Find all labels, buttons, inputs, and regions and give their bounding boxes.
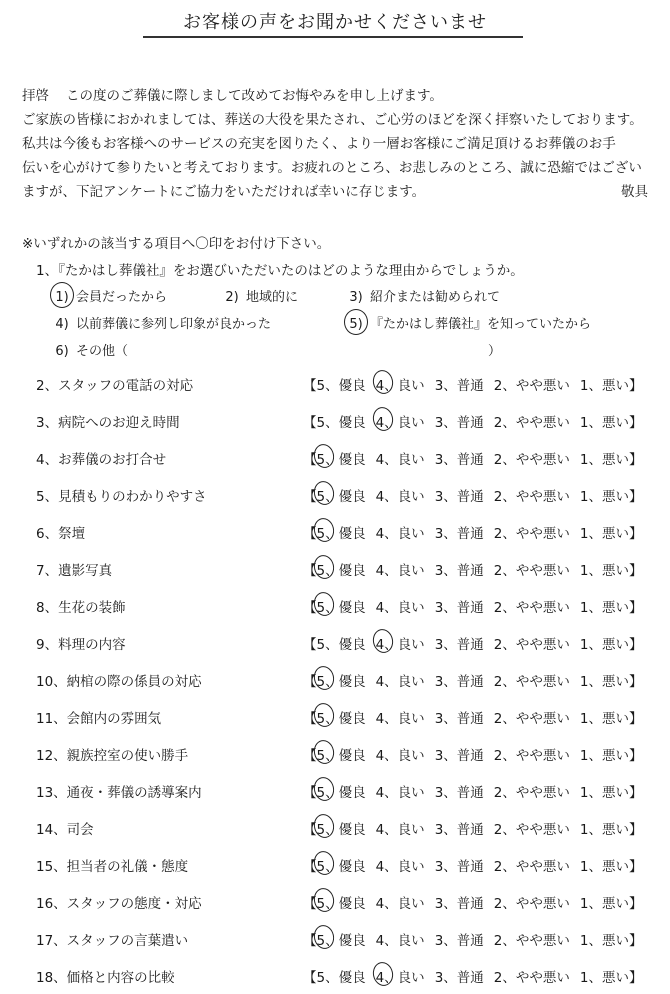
rating-scale bbox=[303, 966, 642, 986]
rating-option-2[interactable]: 2、やや悪い bbox=[493, 748, 570, 764]
question-row bbox=[0, 485, 670, 509]
rating-option-4[interactable]: 4、良い bbox=[375, 600, 425, 616]
rating-option-3[interactable]: 3、普通 bbox=[434, 415, 484, 431]
bracket-close: 】 bbox=[628, 711, 643, 727]
rating-option-1[interactable]: 1、悪い bbox=[579, 933, 629, 949]
bracket-open: 【 bbox=[303, 452, 317, 468]
rating-option-4[interactable]: 4、良い bbox=[375, 489, 425, 505]
title-underline bbox=[143, 36, 523, 38]
option-text: その他（ bbox=[76, 344, 129, 359]
question-row bbox=[0, 855, 670, 879]
bracket-close: 】 bbox=[628, 785, 643, 801]
bracket-close: 】 bbox=[628, 896, 643, 912]
rating-scale bbox=[303, 374, 642, 394]
bracket-open: 【 bbox=[303, 637, 317, 653]
instruction-note: ※いずれかの該当する項目へ〇印をお付け下さい。 bbox=[22, 236, 331, 252]
rating-option-2[interactable]: 2、やや悪い bbox=[493, 674, 570, 690]
bracket-close: 】 bbox=[628, 748, 643, 764]
rating-scale bbox=[303, 818, 642, 838]
rating-option-2[interactable]: 2、やや悪い bbox=[493, 822, 570, 838]
question-label: 18、価格と内容の比較 bbox=[36, 970, 175, 986]
bracket-open: 【 bbox=[303, 970, 317, 986]
rating-option-3[interactable]: 3、普通 bbox=[434, 637, 484, 653]
rating-option-3[interactable]: 3、普通 bbox=[434, 896, 484, 912]
rating-option-4[interactable]: 4、良い bbox=[375, 452, 425, 468]
rating-option-2[interactable]: 2、やや悪い bbox=[493, 378, 570, 394]
rating-option-3[interactable]: 3、普通 bbox=[434, 563, 484, 579]
rating-option-5[interactable]: 5、優良 bbox=[317, 559, 366, 579]
rating-option-4[interactable]: 4、良い bbox=[376, 633, 425, 653]
rating-option-4[interactable]: 4、良い bbox=[375, 711, 425, 727]
option-number: 6) bbox=[55, 344, 69, 359]
rating-option-2[interactable]: 2、やや悪い bbox=[493, 452, 570, 468]
rating-option-4[interactable]: 4、良い bbox=[375, 859, 425, 875]
rating-option-4[interactable]: 4、良い bbox=[375, 748, 425, 764]
rating-option-3[interactable]: 3、普通 bbox=[434, 489, 484, 505]
rating-option-3[interactable]: 3、普通 bbox=[434, 526, 484, 542]
question-label: 6、祭壇 bbox=[36, 526, 86, 542]
bracket-open: 【 bbox=[303, 748, 317, 764]
question-label: 8、生花の装飾 bbox=[36, 600, 126, 616]
rating-option-1[interactable]: 1、悪い bbox=[579, 378, 629, 394]
question-row bbox=[0, 707, 670, 731]
question-row bbox=[0, 966, 670, 990]
bracket-open: 【 bbox=[303, 785, 317, 801]
bracket-close: 】 bbox=[628, 970, 643, 986]
rating-option-5[interactable]: 5、優良 bbox=[317, 522, 366, 542]
bracket-open: 【 bbox=[303, 489, 317, 505]
rating-option-3[interactable]: 3、普通 bbox=[434, 452, 484, 468]
rating-option-2[interactable]: 2、やや悪い bbox=[493, 933, 570, 949]
question-row bbox=[0, 559, 670, 583]
rating-option-1[interactable]: 1、悪い bbox=[579, 563, 629, 579]
option-number: 4) bbox=[55, 317, 69, 332]
rating-scale bbox=[303, 670, 642, 690]
intro-letter bbox=[22, 84, 662, 204]
bracket-open: 【 bbox=[303, 415, 317, 431]
rating-option-5[interactable]: 5、優良 bbox=[317, 707, 366, 727]
intro-line bbox=[22, 84, 662, 108]
rating-option-1[interactable]: 1、悪い bbox=[579, 970, 629, 986]
rating-scale bbox=[303, 596, 642, 616]
rating-option-4[interactable]: 4、良い bbox=[376, 374, 425, 394]
rating-option-2[interactable]: 2、やや悪い bbox=[493, 896, 570, 912]
bracket-close: 】 bbox=[628, 600, 643, 616]
question-row bbox=[0, 892, 670, 916]
rating-option-5[interactable]: 5、優良 bbox=[317, 744, 366, 764]
rating-option-2[interactable]: 2、やや悪い bbox=[493, 489, 570, 505]
rating-scale bbox=[303, 744, 642, 764]
page-title: お客様の声をお聞かせくださいませ bbox=[183, 12, 487, 33]
question-label: 13、通夜・葬儀の誘導案内 bbox=[36, 785, 202, 801]
rating-option-1[interactable]: 1、悪い bbox=[579, 526, 629, 542]
intro-text: この度のご葬儀に際しまして改めてお悔やみを申し上げます。 bbox=[66, 88, 443, 104]
rating-option-5[interactable]: 5、優良 bbox=[317, 781, 366, 801]
rating-option-1[interactable]: 1、悪い bbox=[579, 489, 629, 505]
question-label: 5、見積もりのわかりやすさ bbox=[36, 489, 207, 505]
rating-scale bbox=[303, 892, 642, 912]
rating-scale bbox=[303, 448, 642, 468]
bracket-close: 】 bbox=[628, 933, 643, 949]
bracket-open: 【 bbox=[303, 896, 317, 912]
intro-text: ご家族の皆様におかれましては、葬送の大役を果たされ、ご心労のほどを深く拝察いたしております。 bbox=[22, 112, 643, 128]
rating-option-4[interactable]: 4、良い bbox=[375, 526, 425, 542]
option-other-close: ） bbox=[488, 344, 502, 359]
bracket-open: 【 bbox=[303, 526, 317, 542]
option-text: 地域的に bbox=[246, 290, 299, 305]
question-row bbox=[0, 374, 670, 398]
rating-scale bbox=[303, 855, 642, 875]
question-row bbox=[0, 596, 670, 620]
rating-option-4[interactable]: 4、良い bbox=[376, 966, 425, 986]
bracket-close: 】 bbox=[628, 452, 643, 468]
rating-option-2[interactable]: 2、やや悪い bbox=[493, 859, 570, 875]
rating-option-2[interactable]: 2、やや悪い bbox=[493, 600, 570, 616]
bracket-close: 】 bbox=[628, 637, 643, 653]
q1-option-6[interactable] bbox=[48, 340, 508, 359]
rating-option-3[interactable]: 3、普通 bbox=[434, 748, 484, 764]
bracket-open: 【 bbox=[303, 933, 317, 949]
question-row bbox=[0, 411, 670, 435]
option-text: 以前葬儀に参列し印象が良かった bbox=[76, 317, 272, 332]
question-label: 17、スタッフの言葉遣い bbox=[36, 933, 189, 949]
rating-scale bbox=[303, 485, 642, 505]
rating-scale bbox=[303, 522, 642, 542]
rating-option-5[interactable]: 5、優良 bbox=[316, 637, 366, 653]
rating-option-1[interactable]: 1、悪い bbox=[579, 859, 629, 875]
option-number: 2) bbox=[225, 290, 239, 305]
intro-line bbox=[22, 132, 662, 156]
rating-option-2[interactable]: 2、やや悪い bbox=[493, 970, 570, 986]
bracket-open: 【 bbox=[303, 674, 317, 690]
question-label: 9、料理の内容 bbox=[36, 637, 126, 653]
rating-option-3[interactable]: 3、普通 bbox=[434, 933, 484, 949]
bracket-open: 【 bbox=[303, 600, 317, 616]
question-label: 7、遺影写真 bbox=[36, 563, 113, 579]
rating-option-4[interactable]: 4、良い bbox=[375, 822, 425, 838]
rating-option-3[interactable]: 3、普通 bbox=[434, 785, 484, 801]
q1-option-4[interactable] bbox=[48, 313, 271, 332]
question-row bbox=[0, 818, 670, 842]
intro-text: 私共は今後もお客様へのサービスの充実を図りたく、より一層お客様にご満足頂けるお葬儀のお手 bbox=[22, 136, 616, 152]
question-label: 3、病院へのお迎え時間 bbox=[36, 415, 180, 431]
rating-option-5[interactable]: 5、優良 bbox=[317, 818, 366, 838]
bracket-close: 】 bbox=[628, 489, 643, 505]
rating-option-5[interactable]: 5、優良 bbox=[317, 485, 366, 505]
question-row bbox=[0, 670, 670, 694]
question-label: 15、担当者の礼儀・態度 bbox=[36, 859, 189, 875]
rating-option-1[interactable]: 1、悪い bbox=[579, 600, 629, 616]
rating-option-1[interactable]: 1、悪い bbox=[579, 415, 629, 431]
rating-option-3[interactable]: 3、普通 bbox=[434, 859, 484, 875]
question-row bbox=[0, 522, 670, 546]
bracket-close: 】 bbox=[628, 378, 643, 394]
rating-option-3[interactable]: 3、普通 bbox=[434, 378, 484, 394]
option-text: 会員だったから bbox=[76, 290, 168, 305]
rating-option-4[interactable]: 4、良い bbox=[375, 674, 425, 690]
question-label: 4、お葬儀のお打合せ bbox=[36, 452, 167, 468]
intro-line bbox=[22, 108, 662, 132]
question-1-label: 1、『たかはし葬儀社』をお選びいただいたのはどのような理由からでしょうか。 bbox=[36, 263, 524, 279]
bracket-open: 【 bbox=[303, 822, 317, 838]
closing: 敬具 bbox=[621, 184, 648, 200]
q1-option-1[interactable] bbox=[48, 286, 167, 305]
rating-option-4[interactable]: 4、良い bbox=[376, 411, 425, 431]
bracket-open: 【 bbox=[303, 563, 317, 579]
rating-option-5[interactable]: 5、優良 bbox=[317, 929, 366, 949]
rating-option-3[interactable]: 3、普通 bbox=[434, 711, 484, 727]
option-text: 『たかはし葬儀社』を知っていたから bbox=[370, 317, 592, 332]
rating-option-4[interactable]: 4、良い bbox=[375, 785, 425, 801]
question-label: 11、会館内の雰囲気 bbox=[36, 711, 162, 727]
rating-option-4[interactable]: 4、良い bbox=[375, 896, 425, 912]
rating-option-1[interactable]: 1、悪い bbox=[579, 674, 629, 690]
rating-option-2[interactable]: 2、やや悪い bbox=[493, 563, 570, 579]
question-row bbox=[0, 744, 670, 768]
question-row bbox=[0, 929, 670, 953]
rating-option-5[interactable]: 5、優良 bbox=[316, 970, 366, 986]
rating-option-1[interactable]: 1、悪い bbox=[579, 711, 629, 727]
rating-scale bbox=[303, 707, 642, 727]
bracket-open: 【 bbox=[303, 378, 317, 394]
question-row bbox=[0, 781, 670, 805]
rating-option-1[interactable]: 1、悪い bbox=[579, 785, 629, 801]
option-number: 3) bbox=[349, 290, 363, 305]
rating-option-5[interactable]: 5、優良 bbox=[316, 378, 366, 394]
question-row bbox=[0, 633, 670, 657]
rating-option-3[interactable]: 3、普通 bbox=[434, 600, 484, 616]
q1-option-5[interactable] bbox=[342, 313, 591, 332]
rating-option-2[interactable]: 2、やや悪い bbox=[493, 637, 570, 653]
rating-option-5[interactable]: 5、優良 bbox=[317, 596, 366, 616]
option-number: 5) bbox=[349, 317, 363, 332]
rating-option-3[interactable]: 3、普通 bbox=[434, 970, 484, 986]
bracket-open: 【 bbox=[303, 859, 317, 875]
rating-option-5[interactable]: 5、優良 bbox=[317, 448, 366, 468]
greeting: 拝啓 bbox=[22, 88, 49, 104]
intro-text: ますが、下記アンケートにご協力をいただければ幸いに存じます。 bbox=[22, 184, 426, 200]
q1-option-2[interactable] bbox=[218, 286, 298, 305]
question-label: 2、スタッフの電話の対応 bbox=[36, 378, 194, 394]
question-label: 14、司会 bbox=[36, 822, 94, 838]
bracket-open: 【 bbox=[303, 711, 317, 727]
rating-option-4[interactable]: 4、良い bbox=[375, 563, 425, 579]
rating-scale bbox=[303, 633, 642, 653]
rating-option-1[interactable]: 1、悪い bbox=[579, 822, 629, 838]
rating-option-5[interactable]: 5、優良 bbox=[317, 670, 366, 690]
rating-option-1[interactable]: 1、悪い bbox=[579, 748, 629, 764]
option-number: 1) bbox=[55, 290, 69, 305]
rating-option-1[interactable]: 1、悪い bbox=[579, 896, 629, 912]
question-label: 10、納棺の際の係員の対応 bbox=[36, 674, 202, 690]
rating-scale bbox=[303, 559, 642, 579]
bracket-close: 】 bbox=[628, 526, 643, 542]
bracket-close: 】 bbox=[628, 859, 643, 875]
question-row bbox=[0, 448, 670, 472]
rating-option-4[interactable]: 4、良い bbox=[375, 933, 425, 949]
rating-option-2[interactable]: 2、やや悪い bbox=[493, 526, 570, 542]
intro-line bbox=[22, 156, 662, 180]
question-label: 16、スタッフの態度・対応 bbox=[36, 896, 202, 912]
intro-text: 伝いを心がけて参りたいと考えております。お疲れのところ、お悲しみのところ、誠に恐縮ではござい bbox=[22, 160, 642, 176]
bracket-close: 】 bbox=[628, 822, 643, 838]
rating-option-5[interactable]: 5、優良 bbox=[317, 855, 366, 875]
rating-option-5[interactable]: 5、優良 bbox=[316, 415, 366, 431]
rating-option-3[interactable]: 3、普通 bbox=[434, 674, 484, 690]
bracket-close: 】 bbox=[628, 674, 643, 690]
rating-option-1[interactable]: 1、悪い bbox=[579, 452, 629, 468]
rating-option-3[interactable]: 3、普通 bbox=[434, 822, 484, 838]
intro-line bbox=[22, 180, 662, 204]
rating-option-2[interactable]: 2、やや悪い bbox=[493, 785, 570, 801]
rating-option-5[interactable]: 5、優良 bbox=[317, 892, 366, 912]
rating-scale bbox=[303, 411, 642, 431]
rating-option-1[interactable]: 1、悪い bbox=[579, 637, 629, 653]
question-label: 12、親族控室の使い勝手 bbox=[36, 748, 189, 764]
bracket-close: 】 bbox=[628, 563, 643, 579]
rating-option-2[interactable]: 2、やや悪い bbox=[493, 711, 570, 727]
option-text: 紹介または勧められて bbox=[370, 290, 501, 305]
bracket-close: 】 bbox=[628, 415, 643, 431]
rating-option-2[interactable]: 2、やや悪い bbox=[493, 415, 570, 431]
rating-scale bbox=[303, 929, 642, 949]
q1-option-3[interactable] bbox=[342, 286, 500, 305]
rating-scale bbox=[303, 781, 642, 801]
